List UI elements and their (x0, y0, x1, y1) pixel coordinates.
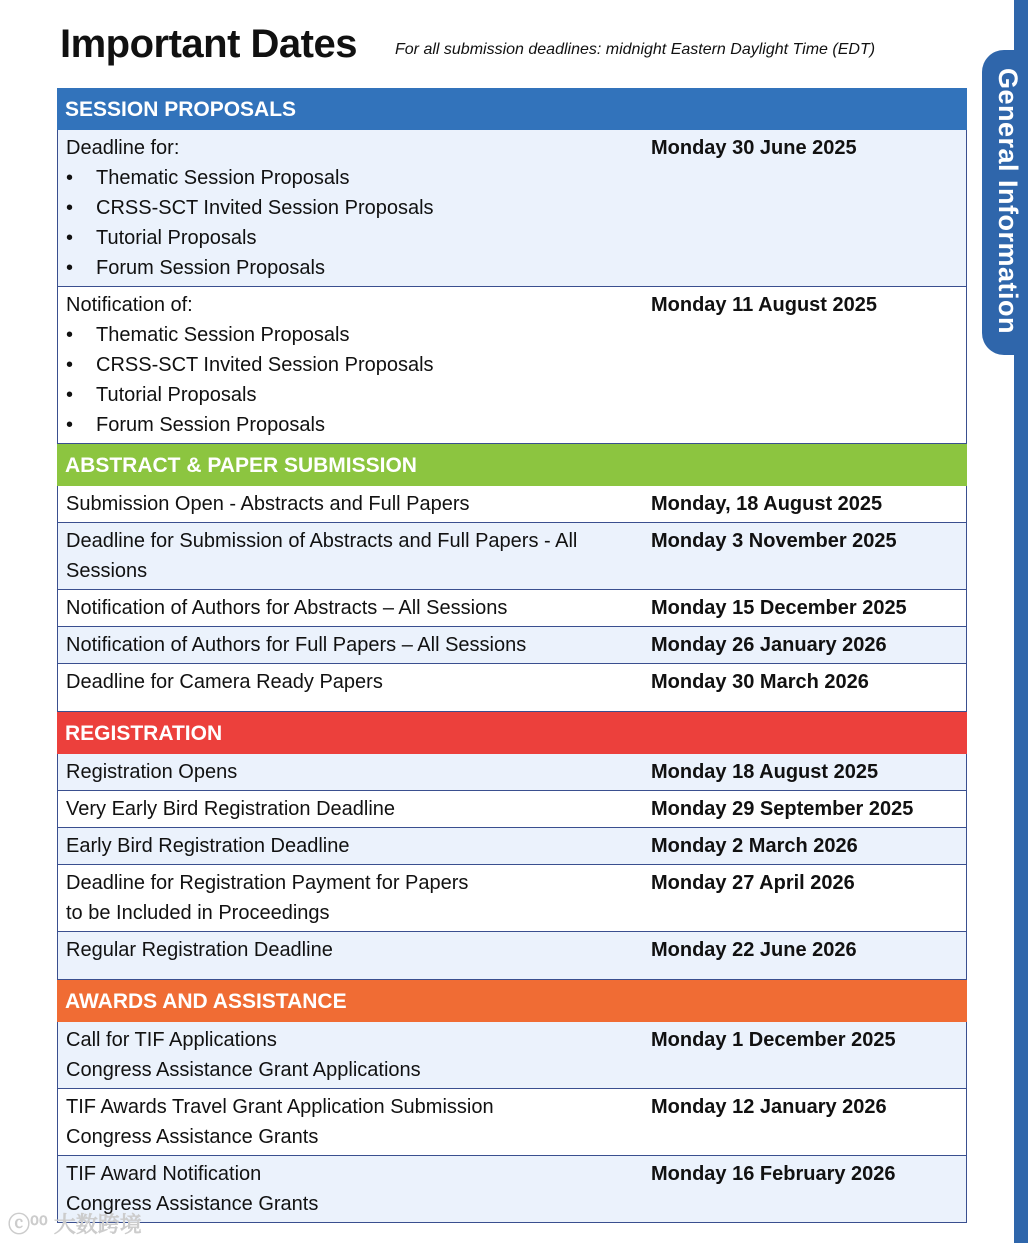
section-registration (57, 712, 967, 980)
section-header: REGISTRATION (57, 712, 967, 754)
row-description (66, 489, 651, 519)
row-date: Monday 26 January 2026 (651, 634, 887, 656)
table-row (57, 523, 967, 590)
bullet-item: • Forum Session Proposals (66, 253, 651, 283)
description-line: Deadline for Submission of Abstracts and Full Papers - All Sessions (66, 530, 578, 582)
description-line: Congress Assistance Grant Applications (66, 1059, 421, 1081)
table-row (57, 590, 967, 627)
description-line: Regular Registration Deadline (66, 939, 333, 961)
row-description (66, 290, 651, 440)
row-date: Monday, 18 August 2025 (651, 493, 883, 515)
row-description (66, 1159, 651, 1219)
row-description (66, 935, 651, 976)
table-row (57, 754, 967, 791)
row-date: Monday 30 March 2026 (651, 671, 869, 693)
description-line: Submission Open - Abstracts and Full Papers (66, 493, 470, 515)
table-row (57, 664, 967, 712)
row-date: Monday 22 June 2026 (651, 939, 857, 961)
deadline-note: For all submission deadlines: midnight Eastern Daylight Time (EDT) (395, 41, 876, 58)
row-description (66, 133, 651, 283)
row-date: Monday 29 September 2025 (651, 798, 914, 820)
description-line: Early Bird Registration Deadline (66, 835, 350, 857)
row-date: Monday 1 December 2025 (651, 1029, 896, 1051)
row-description (66, 794, 651, 824)
row-date: Monday 11 August 2025 (651, 294, 877, 316)
bullet-item: • Thematic Session Proposals (66, 163, 651, 193)
table-row (57, 627, 967, 664)
table-row (57, 1156, 967, 1223)
page-title: Important Dates (60, 22, 357, 66)
bullet-item: • CRSS-SCT Invited Session Proposals (66, 193, 651, 223)
row-description (66, 1025, 651, 1085)
section-header: SESSION PROPOSALS (57, 88, 967, 130)
section-header: AWARDS AND ASSISTANCE (57, 980, 967, 1022)
description-line: TIF Awards Travel Grant Application Submission (66, 1096, 494, 1118)
general-information-tab[interactable] (982, 50, 1028, 355)
row-description (66, 630, 651, 660)
row-description (66, 667, 651, 708)
row-description (66, 757, 651, 787)
bullet-item: • Forum Session Proposals (66, 410, 651, 440)
description-line: Notification of Authors for Abstracts – All Sessions (66, 597, 508, 619)
row-date: Monday 30 June 2025 (651, 137, 857, 159)
row-description (66, 526, 651, 586)
row-description (66, 831, 651, 861)
description-line: to be Included in Proceedings (66, 902, 330, 924)
side-tab-label: General Information (993, 68, 1023, 335)
watermark-logo: ⓒ⁰⁰ 大数跨境 (8, 1212, 142, 1237)
table-row (57, 932, 967, 980)
row-date: Monday 16 February 2026 (651, 1163, 896, 1185)
description-line: Call for TIF Applications (66, 1029, 277, 1051)
row-date: Monday 12 January 2026 (651, 1096, 887, 1118)
description-line: Deadline for Camera Ready Papers (66, 671, 383, 693)
row-date: Monday 2 March 2026 (651, 835, 858, 857)
description-line: Notification of Authors for Full Papers – All Sessions (66, 634, 527, 656)
description-line: TIF Award Notification (66, 1163, 262, 1185)
bullet-item: • Thematic Session Proposals (66, 320, 651, 350)
table-row (57, 791, 967, 828)
bullet-item: • Tutorial Proposals (66, 380, 651, 410)
row-date: Monday 15 December 2025 (651, 597, 907, 619)
table-row (57, 1022, 967, 1089)
bullet-item: • Tutorial Proposals (66, 223, 651, 253)
row-description (66, 593, 651, 623)
table-row (57, 828, 967, 865)
section-awards (57, 980, 967, 1223)
table-row (57, 486, 967, 523)
table-row (57, 130, 967, 287)
row-description (66, 1092, 651, 1152)
table-row (57, 287, 967, 444)
description-line: Registration Opens (66, 761, 238, 783)
description-line: Notification of: (66, 294, 193, 316)
section-session (57, 88, 967, 444)
section-abstract (57, 444, 967, 712)
table-row (57, 1089, 967, 1156)
row-description (66, 868, 651, 928)
description-line: Congress Assistance Grants (66, 1126, 319, 1148)
description-line: Congress Assistance Grants (66, 1193, 319, 1215)
description-line: Deadline for Registration Payment for Papers (66, 872, 469, 894)
description-line: Very Early Bird Registration Deadline (66, 798, 396, 820)
row-date: Monday 27 April 2026 (651, 872, 855, 894)
description-line: Deadline for: (66, 137, 180, 159)
dates-table (57, 88, 967, 1223)
section-header: ABSTRACT & PAPER SUBMISSION (57, 444, 967, 486)
row-date: Monday 18 August 2025 (651, 761, 879, 783)
table-row (57, 865, 967, 932)
bullet-item: • CRSS-SCT Invited Session Proposals (66, 350, 651, 380)
row-date: Monday 3 November 2025 (651, 530, 897, 552)
